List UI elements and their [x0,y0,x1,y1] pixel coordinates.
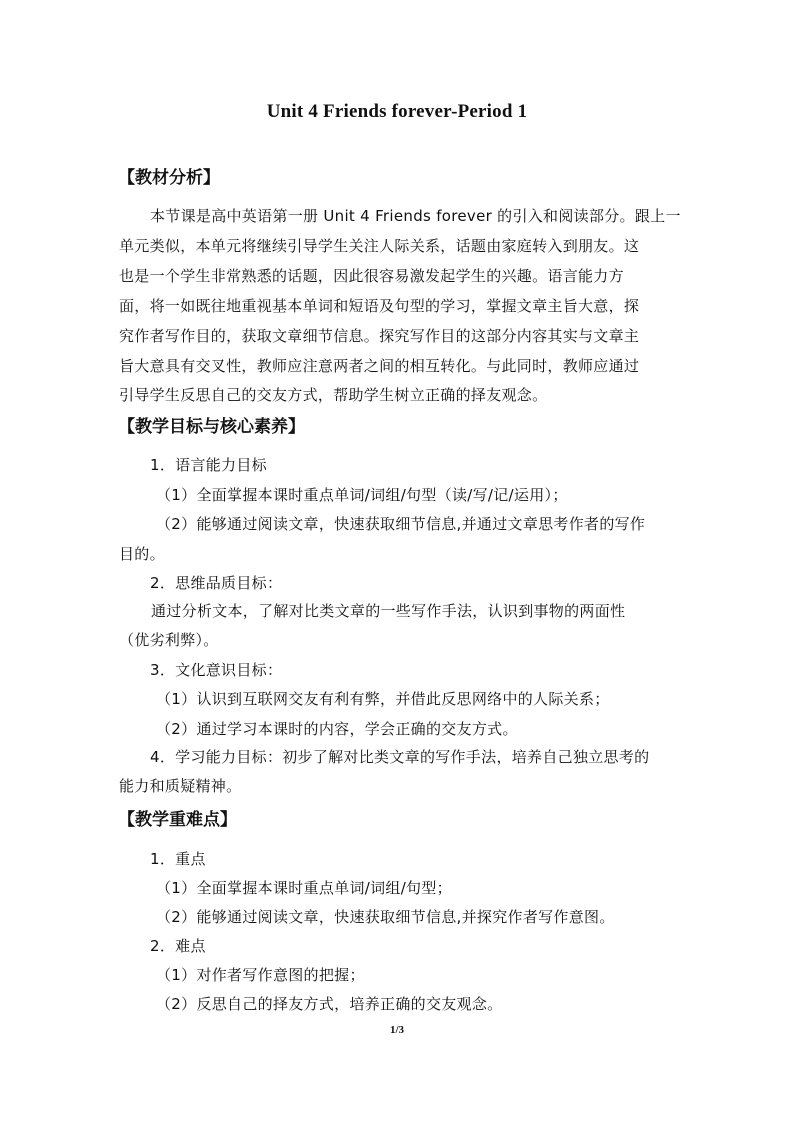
list-item: （1）认识到互联网交友有利有弊，并借此反思网络中的人际关系； [156,690,610,708]
list-item: 1．语言能力目标 [150,456,267,474]
paragraph-line: 面，将一如既往地重视基本单词和短语及句型的学习，掌握文章主旨大意，探 [119,297,640,315]
list-item: （2）能够通过阅读文章，快速获取细节信息,并通过文章思考作者的写作 [156,515,646,533]
list-item: （2）通过学习本课时的内容，学会正确的交友方式。 [156,720,518,738]
paragraph-line: 也是一个学生非常熟悉的话题，因此很容易激发起学生的兴趣。语言能力方 [119,267,624,285]
list-item: （1）全面掌握本课时重点单词/词组/句型（读/写/记/运用）； [156,486,568,504]
paragraph-line: 通过分析文本，了解对比类文章的一些写作手法，认识到事物的两面性 [151,602,626,620]
list-item: 2．思维品质目标： [150,574,283,592]
paragraph-line: 引导学生反思自己的交友方式，帮助学生树立正确的择友观念。 [119,386,548,404]
list-item: （2）反思自己的择友方式，培养正确的交友观念。 [156,995,503,1013]
section-heading-key-difficulties: 【教学重难点】 [118,810,237,830]
document-title: Unit 4 Friends forever-Period 1 [266,101,528,122]
list-item: 3．文化意识目标： [150,661,283,679]
paragraph-line: （优劣利弊）。 [119,631,219,649]
paragraph-line: 本节课是高中英语第一册 Unit 4 Friends forever 的引入和阅读部分。跟上一 [150,207,681,225]
list-item: 1．重点 [150,850,206,868]
section-heading-teaching-objectives: 【教学目标与核心素养】 [118,417,305,437]
section-heading-textbook-analysis: 【教材分析】 [118,168,220,188]
list-item: （1）对作者写作意图的把握； [156,966,365,984]
list-item-continuation: 能力和质疑精神。 [119,777,242,795]
list-item-continuation: 目的。 [119,545,165,563]
paragraph-line: 究作者写作目的，获取文章细节信息。探究写作目的这部分内容其实与文章主 [119,327,640,345]
list-item: 4．学习能力目标：初步了解对比类文章的写作手法，培养自己独立思考的 [150,748,650,766]
paragraph-line: 单元类似，本单元将继续引导学生关注人际关系，话题由家庭转入到朋友。这 [119,237,640,255]
page-number: 1/3 [389,1024,405,1036]
paragraph-line: 旨大意具有交叉性，教师应注意两者之间的相互转化。与此同时，教师应通过 [119,357,640,375]
list-item: （2）能够通过阅读文章，快速获取细节信息,并探究作者写作意图。 [156,908,615,926]
list-item: 2．难点 [150,937,206,955]
list-item: （1）全面掌握本课时重点单词/词组/句型； [156,879,452,897]
